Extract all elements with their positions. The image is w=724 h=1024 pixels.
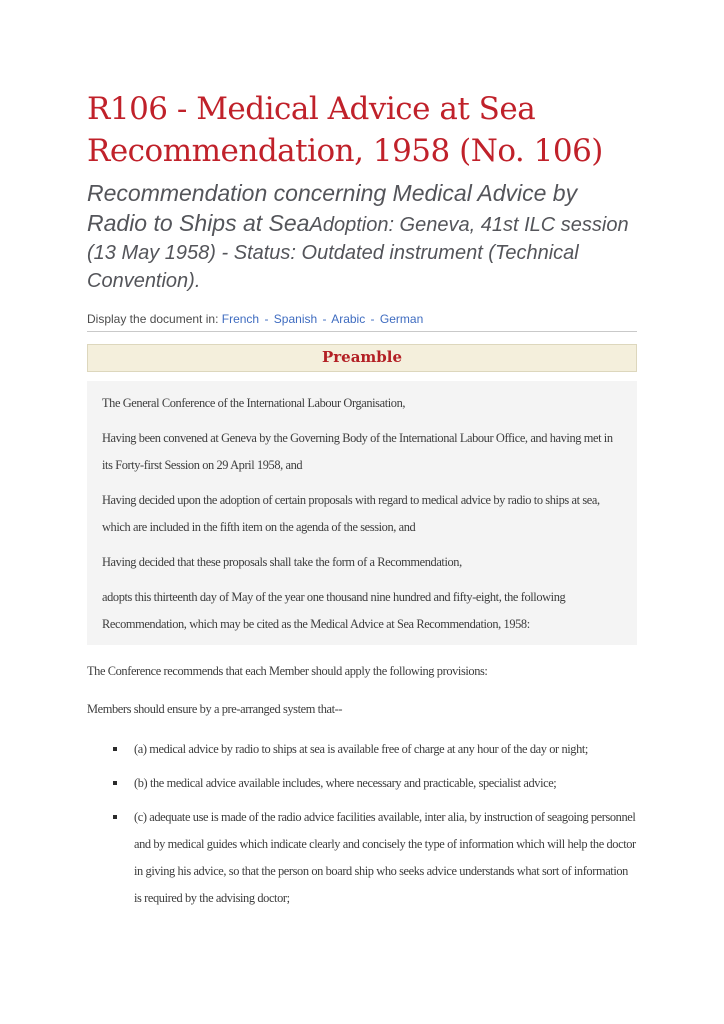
square-bullet-icon	[113, 781, 117, 785]
list-item-text: (a) medical advice by radio to ships at sea is available free of charge at any hour of the day or night;	[134, 742, 588, 756]
language-link-german[interactable]: German	[379, 312, 424, 326]
language-link-french[interactable]: French	[221, 312, 260, 326]
preamble-paragraph: Having been convened at Geneva by the Governing Body of the International Labour Office, and having met in its Forty-first Session on 29 April 1958, and	[102, 431, 613, 472]
preamble-paragraph: The General Conference of the International Labour Organisation,	[102, 396, 406, 410]
language-bar	[87, 312, 637, 326]
subtitle-main: Recommendation concerning Medical Advice by Radio to Ships at Sea	[87, 180, 578, 236]
document-content	[87, 0, 637, 912]
list-item-text: (c) adequate use is made of the radio advice facilities available, inter alia, by instruction of seagoing personnel and by medical guides which indicate clearly and concisely the type of information which will help the doctor in giving his advice, so that the person on board ship who seeks advice understands what sort of information is required by the advising doctor;	[134, 810, 636, 905]
square-bullet-icon	[113, 815, 117, 819]
body-paragraph: The Conference recommends that each Member should apply the following provisions:	[87, 664, 488, 678]
page-subtitle	[87, 180, 637, 296]
language-separator: -	[370, 312, 375, 326]
provision-list	[87, 736, 637, 912]
language-link-spanish[interactable]: Spanish	[273, 312, 318, 326]
page-title: R106 - Medical Advice at Sea Recommendation, 1958 (No. 106)	[87, 91, 603, 169]
list-item-text: (b) the medical advice available includes, where necessary and practicable, specialist advice;	[134, 776, 557, 790]
recommendation-body	[87, 658, 637, 912]
section-divider	[87, 331, 637, 332]
preamble-block	[87, 381, 637, 645]
preamble-paragraph: Having decided upon the adoption of certain proposals with regard to medical advice by radio to ships at sea, which are included in the fifth item on the agenda of the session, and	[102, 493, 600, 534]
list-item-b	[87, 770, 637, 797]
language-link-arabic[interactable]: Arabic	[331, 312, 366, 326]
preamble-paragraph: Having decided that these proposals shall take the form of a Recommendation,	[102, 555, 462, 569]
preamble-header-bar	[87, 344, 637, 372]
list-item-c	[87, 804, 637, 912]
language-separator: -	[322, 312, 327, 326]
subtitle-meta: Adoption: Geneva, 41st ILC session (13 May 1958) - Status: Outdated instrument (Technical Convention).	[87, 214, 629, 292]
preamble-heading: Preamble	[321, 348, 403, 366]
list-item-a	[87, 736, 637, 763]
language-bar-label: Display the document in:	[87, 312, 219, 326]
body-paragraph: Members should ensure by a pre-arranged system that--	[87, 702, 343, 716]
language-separator: -	[264, 312, 269, 326]
square-bullet-icon	[113, 747, 117, 751]
preamble-paragraph: adopts this thirteenth day of May of the year one thousand nine hundred and fifty-eight, the following Recommendation, which may be cited as the Medical Advice at Sea Recommendation, 1958:	[102, 590, 566, 631]
